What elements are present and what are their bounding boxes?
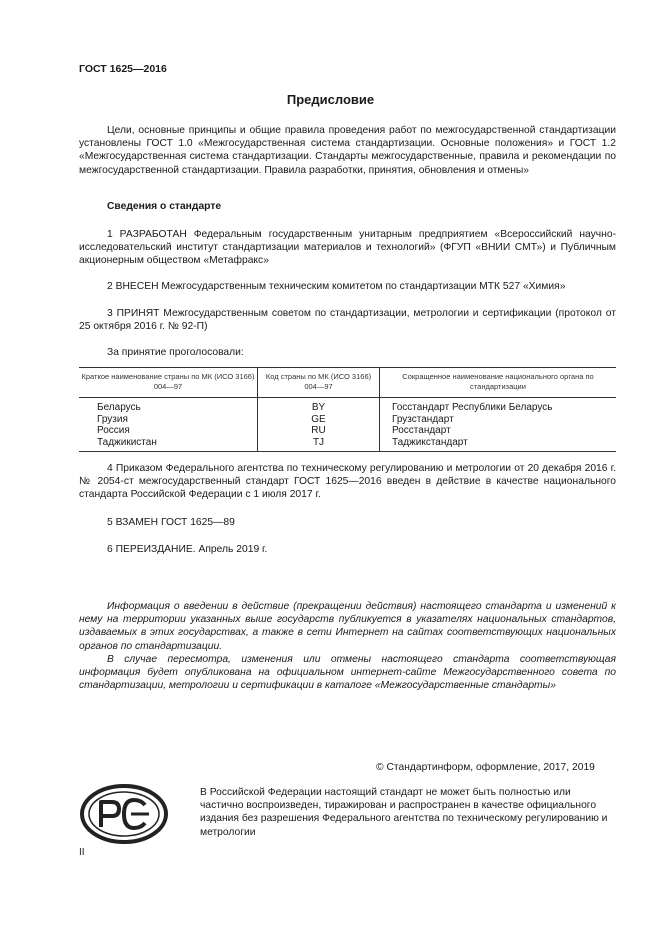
page-number: II (79, 847, 85, 858)
table-cell-code: BY (258, 398, 380, 414)
table-cell-code: RU (258, 425, 380, 437)
info-heading: Сведения о стандарте (107, 201, 222, 212)
table-cell-body: Госстандарт Республики Беларусь (380, 398, 617, 414)
document-header: ГОСТ 1625—2016 (79, 63, 167, 75)
table-cell-body: Таджикстандарт (380, 437, 617, 452)
item-3-adopted: 3 ПРИНЯТ Межгосударственным советом по стандартизации, метрологии и сертификации (протокол от 25 октября 2016 г. № 92-П) (79, 308, 616, 333)
item-6-reissue: 6 ПЕРЕИЗДАНИЕ. Апрель 2019 г. (107, 544, 268, 555)
info-note-introduction: Информация о введении в действие (прекращении действия) настоящего стандарта и изменений к нему на территории указанных выше государств публикуется в указателях национальных стандартов, издаваемых в этих государствах, а также в сети Интернет на сайтах соответствующих национальных органов по стандартизации. (79, 601, 616, 652)
table-cell-body: Грузстандарт (380, 414, 617, 426)
voted-label: За принятие проголосовали: (107, 347, 244, 358)
item-4-order: 4 Приказом Федерального агентства по техническому регулированию и метрологии от 20 декабря 2016 г. № 2054-ст межгосударственный стандарт ГОСТ 1625—2016 введен в действие в качестве национального стандарта Российской Федерации с 1 июля 2017 г. (79, 463, 616, 501)
info-note-revision: В случае пересмотра, изменения или отмены настоящего стандарта соответствующая информация будет опубликована на официальном интернет-сайте Межгосударственного совета по стандартизации, метрологии и сертификации в каталоге «Межгосударственные стандарты» (79, 654, 616, 692)
table-header-code: Код страны по МК (ИСО 3166) 004—97 (258, 368, 380, 398)
table-cell-country: Россия (97, 425, 130, 436)
rst-certification-mark-icon (79, 783, 169, 850)
table-row (79, 398, 616, 414)
table-header-body: Сокращенное наименование национального органа по стандартизации (380, 368, 617, 398)
table-header-country: Краткое наименование страны по МК (ИСО 3166) 004—97 (79, 368, 258, 398)
table-row (79, 437, 616, 452)
table-row (79, 425, 616, 437)
table-cell-code: GE (258, 414, 380, 426)
page-title: Предисловие (286, 92, 375, 107)
copyright-line: © Стандартинформ, оформление, 2017, 2019 (376, 762, 595, 773)
reproduction-notice: В Российской Федерации настоящий стандарт не может быть полностью или частично воспроизведен, тиражирован и распространен в качестве официального издания без разрешения Федерального агентства по техническому регулированию и метрологии (200, 787, 608, 838)
table-cell-code: TJ (258, 437, 380, 452)
table-cell-country: Грузия (97, 413, 128, 425)
table-cell-body: Росстандарт (380, 425, 617, 437)
item-1-developed: 1 РАЗРАБОТАН Федеральным государственным унитарным предприятием «Всероссийский научно-исследовательский институт стандартизации материалов и технологий» (ФГУП «ВНИИ СМТ») и Публичным акционерным обществом «Метафракс» (79, 229, 616, 267)
item-5-replaces: 5 ВЗАМЕН ГОСТ 1625—89 (107, 517, 235, 528)
table-row (79, 414, 616, 426)
countries-table (79, 367, 616, 452)
intro-paragraph: Цели, основные принципы и общие правила проведения работ по межгосударственной стандартизации установлены ГОСТ 1.0 «Межгосударственная система стандартизации. Основные положения» и ГОСТ 1.2 «Межгосударственная система стандартизации. Стандарты межгосударственные, правила и рекомендации по межгосударственной стандартизации. Правила разработки, принятия, обновления и отмены» (79, 125, 616, 176)
table-cell-country: Таджикистан (79, 437, 258, 452)
table-cell-country: Беларусь (97, 402, 141, 413)
item-2-submitted: 2 ВНЕСЕН Межгосударственным техническим комитетом по стандартизации МТК 527 «Химия» (107, 281, 566, 292)
